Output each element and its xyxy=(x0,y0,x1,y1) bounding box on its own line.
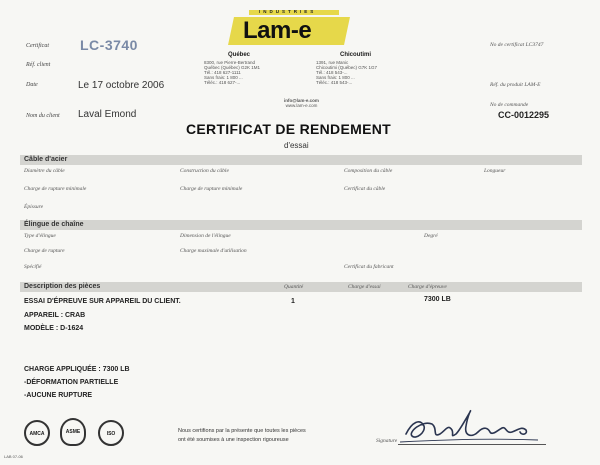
logo-text: Lam-e xyxy=(243,17,312,44)
chain-field-label: Degré xyxy=(424,233,438,239)
cable-field-label: Épissure xyxy=(24,204,44,210)
note-deformation: -DÉFORMATION PARTIELLE xyxy=(24,379,119,386)
seal-label: ISO xyxy=(106,431,116,437)
quebec-line: Sans frais: 1 800 ... xyxy=(204,75,243,80)
date-value: Le 17 octobre 2006 xyxy=(78,80,165,91)
cable-field-label: Composition du câble xyxy=(344,168,393,174)
cert-value: LC-3740 xyxy=(80,37,138,53)
chicoutimi-title: Chicoutimi xyxy=(340,52,371,58)
description-load: 7300 LB xyxy=(424,296,451,303)
document-subtitle: d'essai xyxy=(284,141,309,150)
description-qty: 1 xyxy=(291,298,295,305)
web-line: www.lam-e.com xyxy=(285,103,318,108)
description-line: APPAREIL : CRAB xyxy=(24,312,86,319)
right-header-line: No de certificat LC3747 xyxy=(490,42,544,48)
attestation-line: ont été soumises à une inspection rigoureuse xyxy=(178,437,289,443)
right-header-line: Réf. du produit LAM-E xyxy=(490,82,541,88)
logo xyxy=(229,10,349,47)
chain-section-title: Élingue de chaîne xyxy=(24,221,84,228)
description-line: MODÈLE : D-1624 xyxy=(24,325,84,332)
footer-code: LAB 07-06 xyxy=(4,454,23,459)
signature-image xyxy=(398,404,548,448)
cable-field-label: Charge de rupture minimale xyxy=(24,186,87,192)
right-header-line: No de commande xyxy=(490,102,529,108)
chain-field-label: Type d'élingue xyxy=(24,233,56,239)
chain-section-bar xyxy=(20,220,582,230)
chicoutimi-address xyxy=(316,52,377,85)
chain-field-label: Dimension de l'élingue xyxy=(180,233,231,239)
cc-number: CC-0012295 xyxy=(498,110,550,120)
logo-small-text: INDUSTRIES xyxy=(259,9,317,14)
chicoutimi-line: Chicoutimi (Québec) G7K 1G7 xyxy=(316,65,378,70)
ref-label: Réf. client xyxy=(26,62,51,68)
client-value: Laval Emond xyxy=(78,109,137,120)
date-label: Date xyxy=(26,82,38,88)
note-charge: CHARGE APPLIQUÉE : 7300 LB xyxy=(24,366,130,373)
cert-label: Certificat xyxy=(26,43,49,49)
chicoutimi-line: Tél.: 418 543-... xyxy=(316,70,348,75)
attestation-line: Nous certifions par la présente que toutes les pièces xyxy=(178,428,306,434)
seal-label: AMCA xyxy=(29,431,45,437)
chicoutimi-line: Téléc.: 418 543-... xyxy=(316,80,353,85)
seal-label: ASME xyxy=(65,429,81,435)
cable-field-label: Longueur xyxy=(484,168,506,174)
description-col-test: Charge d'essai xyxy=(348,284,381,290)
quebec-line: 8300, rue Pierre-Bertrand xyxy=(204,60,256,65)
document-title: CERTIFICAT DE RENDEMENT xyxy=(186,121,391,137)
quebec-address xyxy=(204,52,260,85)
description-col-qty: Quantité xyxy=(284,284,304,290)
description-line: ESSAI D'ÉPREUVE SUR APPAREIL DU CLIENT. xyxy=(24,298,181,305)
client-label: Nom du client xyxy=(26,113,60,119)
cable-field-label: Charge de rupture minimale xyxy=(180,186,243,192)
quebec-title: Québec xyxy=(228,52,251,58)
chain-field-label: Certificat du fabricant xyxy=(344,264,394,270)
chicoutimi-line: Sans frais: 1 800 ... xyxy=(316,75,355,80)
cable-field-label: Diamètre du câble xyxy=(24,168,65,174)
quebec-line: Québec (Québec) G2K 1M1 xyxy=(204,65,261,70)
seal-amca-icon xyxy=(24,420,50,446)
seal-iso-icon xyxy=(98,420,124,446)
chain-field-label: Charge maximale d'utilisation xyxy=(180,248,247,254)
web-line: info@lam-e.com xyxy=(284,98,319,103)
chicoutimi-line: 1391, rue Manic xyxy=(316,60,349,65)
cable-section-bar xyxy=(20,155,582,165)
signature-label: Signature xyxy=(376,438,398,444)
web-info xyxy=(284,98,319,108)
cable-field-label: Construction du câble xyxy=(180,168,229,174)
description-col-result: Charge d'épreuve xyxy=(408,284,447,290)
quebec-line: Téléc.: 418 627-... xyxy=(204,80,241,85)
note-rupture: -AUCUNE RUPTURE xyxy=(24,392,93,399)
chain-field-label: Spécifié xyxy=(24,264,42,270)
seal-asme-icon xyxy=(60,418,86,446)
quebec-line: Tél.: 418 627-1111 xyxy=(204,70,241,75)
cable-field-label: Certificat du câble xyxy=(344,186,386,192)
signature-svg xyxy=(398,404,548,448)
description-section-title: Description des pièces xyxy=(24,283,101,290)
cable-section-title: Câble d'acier xyxy=(24,156,68,163)
chain-field-label: Charge de rupture xyxy=(24,248,65,254)
